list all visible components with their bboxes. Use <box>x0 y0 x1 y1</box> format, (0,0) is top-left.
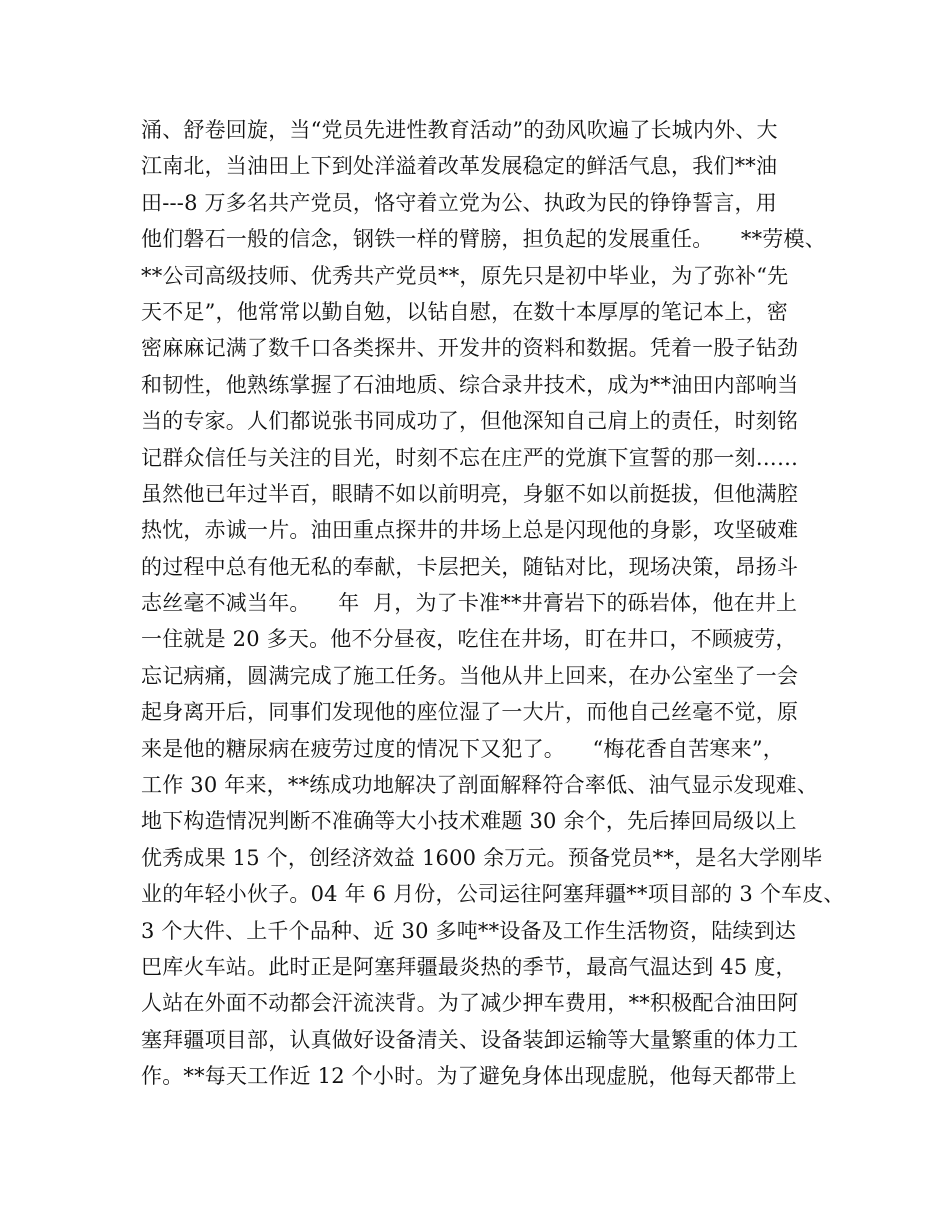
text-line: 和韧性，他熟练掌握了石油地质、综合录井技术，成为**油田内部响当 <box>141 372 799 397</box>
body-paragraph <box>141 112 845 1095</box>
text-line: 天不足”，他常常以勤自勉，以钻自慰，在数十本厚厚的笔记本上，密 <box>141 299 788 324</box>
text-line: **公司高级技师、优秀共产党员**，原先只是初中毕业，为了弥补“先 <box>141 263 789 288</box>
text-line: 来是他的糖尿病在疲劳过度的情况下又犯了。 “梅花香自苦寒来”， <box>141 736 784 761</box>
text-line: 巴库火车站。此时正是阿塞拜疆最炎热的季节，最高气温达到 45 度， <box>141 954 797 979</box>
text-line: 业的年轻小伙子。04 年 6 月份，公司运往阿塞拜疆**项目部的 3 个车皮、 <box>141 882 845 907</box>
text-line: 他们磐石一般的信念，钢铁一样的臂膀，担负起的发展重任。 **劳模、 <box>141 227 826 252</box>
text-line: 塞拜疆项目部，认真做好设备清关、设备装卸运输等大量繁重的体力工 <box>141 1027 799 1052</box>
text-line: 记群众信任与关注的目光，时刻不忘在庄严的党旗下宣誓的那一刻…… <box>141 445 799 470</box>
text-line: 地下构造情况判断不准确等大小技术难题 30 余个，先后捧回局级以上 <box>141 809 797 834</box>
text-line: 江南北，当油田上下到处洋溢着改革发展稳定的鲜活气息，我们**油 <box>141 154 778 179</box>
text-line: 一住就是 20 多天。他不分昼夜，吃住在井场，盯在井口，不顾疲劳， <box>141 627 797 652</box>
text-line: 3 个大件、上千个品种、近 30 多吨**设备及工作生活物资，陆续到达 <box>141 918 797 943</box>
text-line: 的过程中总有他无私的奉献，卡层把关，随钻对比，现场决策，昂扬斗 <box>141 554 799 579</box>
text-line: 涌、舒卷回旋，当“党员先进性教育活动”的劲风吹遍了长城内外、大 <box>141 118 778 142</box>
text-line: 热忱，赤诚一片。油田重点探井的井场上总是闪现他的身影，攻坚破难 <box>141 518 799 543</box>
text-line: 起身离开后，同事们发现他的座位湿了一大片，而他自己丝毫不觉，原 <box>141 700 799 725</box>
text-line: 田---8 万多名共产党员，恪守着立党为公、执政为民的铮铮誓言，用 <box>141 190 777 215</box>
text-line: 当的专家。人们都说张书同成功了，但他深知自己肩上的责任，时刻铭 <box>141 409 799 434</box>
text-line: 优秀成果 15 个，创经济效益 1600 余万元。预备党员**，是名大学刚毕 <box>141 845 823 870</box>
text-line: 志丝毫不减当年。 年 月，为了卡准**井膏岩下的砾岩体，他在井上 <box>141 591 798 616</box>
text-line: 人站在外面不动都会汗流浃背。为了减少押车费用，**积极配合油田阿 <box>141 991 799 1016</box>
text-line: 作。**每天工作近 12 个小时。为了避免身体出现虚脱，他每天都带上 <box>141 1064 797 1089</box>
text-line: 虽然他已年过半百，眼睛不如以前明亮，身躯不如以前挺拔，但他满腔 <box>141 481 799 506</box>
text-line: 工作 30 年来，**练成功地解决了剖面解释符合率低、油气显示发现难、 <box>141 773 819 798</box>
text-line: 密麻麻记满了数千口各类探井、开发井的资料和数据。凭着一股子钻劲 <box>141 336 799 361</box>
text-line: 忘记病痛，圆满完成了施工任务。当他从井上回来，在办公室坐了一会 <box>141 663 799 688</box>
